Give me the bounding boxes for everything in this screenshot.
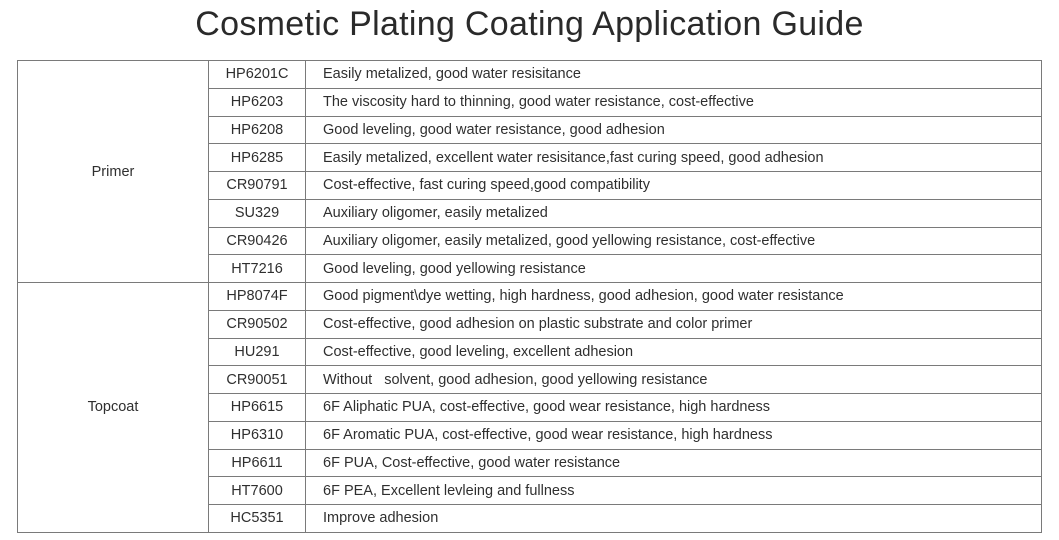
product-description: Auxiliary oligomer, easily metalized, good yellowing resistance, cost-effective [306,227,1042,255]
product-code: HP8074F [209,283,306,311]
product-code: HP6615 [209,394,306,422]
product-description: Good leveling, good yellowing resistance [306,255,1042,283]
table-row [18,61,1042,89]
category-cell-topcoat: Topcoat [18,283,209,533]
product-code: HT7600 [209,477,306,505]
product-description: Cost-effective, good leveling, excellent adhesion [306,338,1042,366]
product-code: SU329 [209,199,306,227]
product-description: 6F PEA, Excellent levleing and fullness [306,477,1042,505]
product-code: HU291 [209,338,306,366]
application-guide-table [17,60,1042,533]
product-description: Improve adhesion [306,505,1042,533]
product-code: CR90426 [209,227,306,255]
product-description: Good leveling, good water resistance, good adhesion [306,116,1042,144]
product-code: CR90502 [209,310,306,338]
product-description: Easily metalized, good water resisitance [306,61,1042,89]
product-code: HP6208 [209,116,306,144]
category-cell-primer: Primer [18,61,209,283]
product-description: Auxiliary oligomer, easily metalized [306,199,1042,227]
table-row [18,283,1042,311]
product-description: Without solvent, good adhesion, good yellowing resistance [306,366,1042,394]
product-code: HC5351 [209,505,306,533]
product-code: CR90051 [209,366,306,394]
product-code: HT7216 [209,255,306,283]
product-description: 6F Aromatic PUA, cost-effective, good wear resistance, high hardness [306,421,1042,449]
product-description: 6F Aliphatic PUA, cost-effective, good wear resistance, high hardness [306,394,1042,422]
product-description: Cost-effective, good adhesion on plastic substrate and color primer [306,310,1042,338]
product-description: Cost-effective, fast curing speed,good compatibility [306,172,1042,200]
product-code: HP6285 [209,144,306,172]
product-description: The viscosity hard to thinning, good water resistance, cost-effective [306,88,1042,116]
product-code: HP6203 [209,88,306,116]
product-code: HP6611 [209,449,306,477]
product-description: 6F PUA, Cost-effective, good water resistance [306,449,1042,477]
product-code: CR90791 [209,172,306,200]
product-code: HP6310 [209,421,306,449]
product-description: Easily metalized, excellent water resisitance,fast curing speed, good adhesion [306,144,1042,172]
product-code: HP6201C [209,61,306,89]
page-title: Cosmetic Plating Coating Application Guide [195,5,864,43]
product-description: Good pigment\dye wetting, high hardness, good adhesion, good water resistance [306,283,1042,311]
